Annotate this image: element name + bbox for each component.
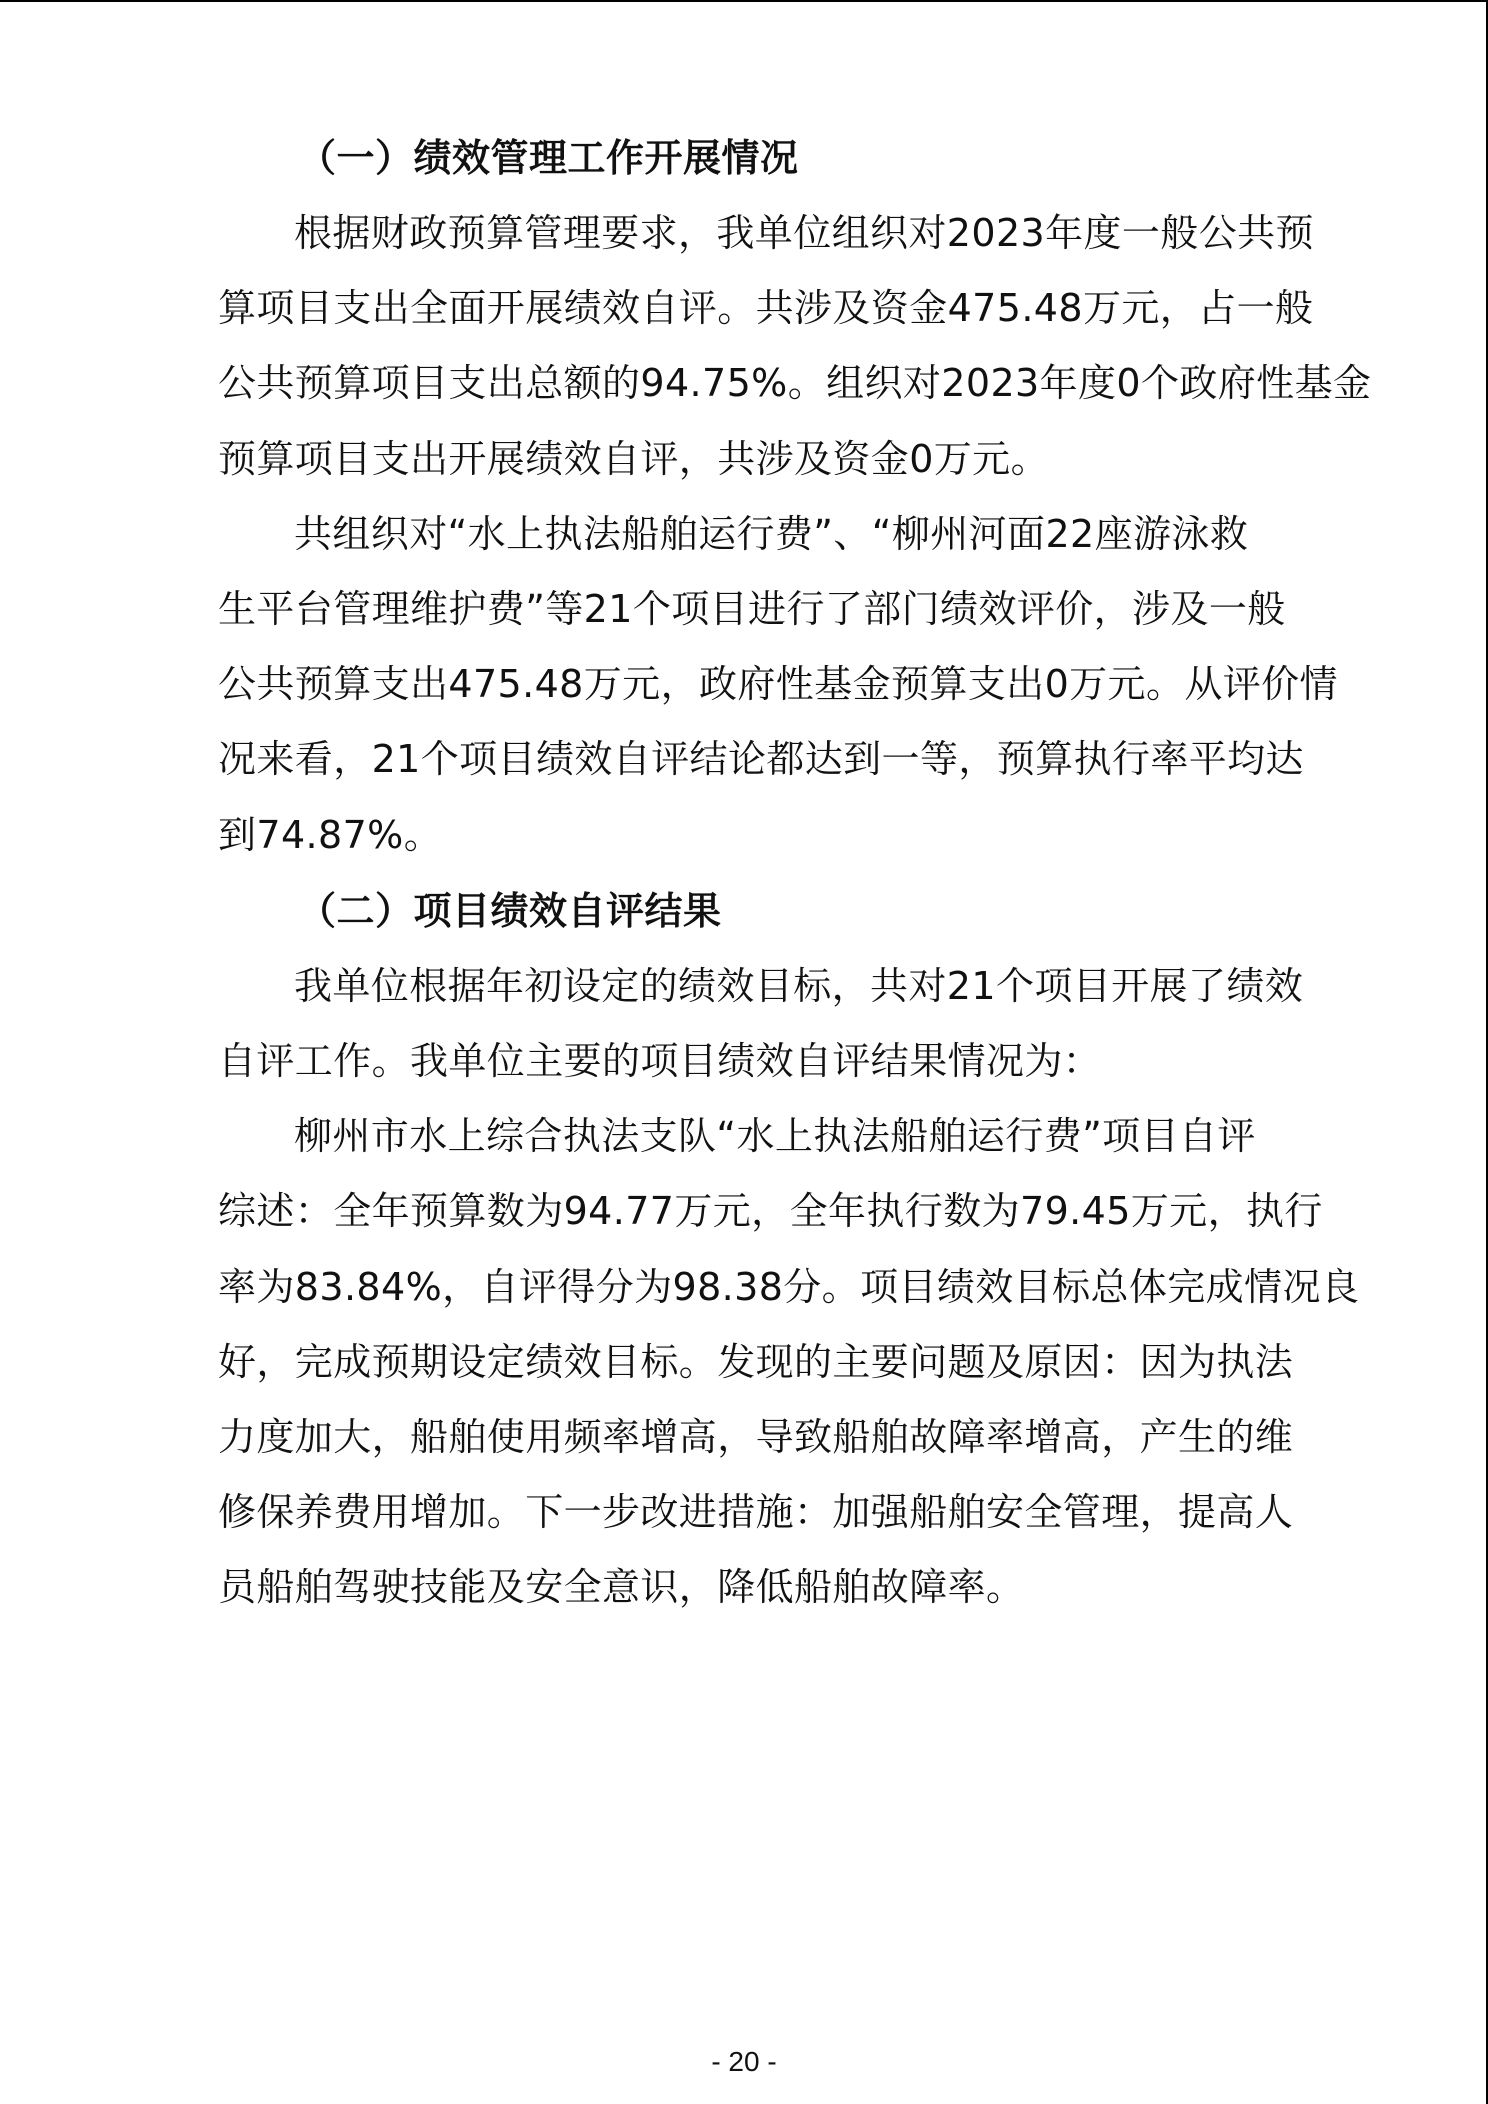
text-line: 预算项目支出开展绩效自评，共涉及资金0万元。: [218, 436, 1049, 481]
page-content: [218, 120, 1372, 1626]
section-2-paragraph-2: [218, 1099, 1360, 1625]
section-1-paragraph-1: [218, 196, 1372, 497]
text-line: 生平台管理维护费”等21个项目进行了部门绩效评价，涉及一般: [218, 587, 1286, 632]
section-1-paragraph-2: [218, 497, 1338, 873]
text-line: 修保养费用增加。下一步改进措施：加强船舶安全管理，提高人: [218, 1490, 1294, 1535]
text-line: 根据财政预算管理要求，我单位组织对2023年度一般公共预: [294, 211, 1314, 255]
section-2-paragraph-1: [218, 949, 1304, 1099]
text-line: 员船舶驾驶技能及安全意识，降低船舶故障率。: [218, 1565, 1025, 1610]
text-line: 共组织对“水上执法船舶运行费”、“柳州河面22座游泳救: [294, 511, 1249, 556]
text-line: 好，完成预期设定绩效目标。发现的主要问题及原因：因为执法: [218, 1339, 1294, 1384]
text-line: 我单位根据年初设定的绩效目标，共对21个项目开展了绩效: [294, 963, 1304, 1008]
text-line: 公共预算项目支出总额的94.75%。组织对2023年度0个政府性基金: [218, 361, 1372, 406]
text-line: 力度加大，船舶使用频率增高，导致船舶故障率增高，产生的维: [218, 1415, 1294, 1460]
text-line: 自评工作。我单位主要的项目绩效自评结果情况为：: [218, 1039, 1102, 1084]
section-2-heading: （二）项目绩效自评结果: [298, 888, 722, 933]
text-line: 到74.87%。: [218, 812, 443, 857]
text-line: 算项目支出全面开展绩效自评。共涉及资金475.48万元，占一般: [218, 286, 1314, 331]
text-line: 柳州市水上综合执法支队“水上执法船舶运行费”项目自评: [294, 1114, 1256, 1159]
text-line: 况来看，21个项目绩效自评结论都达到一等，预算执行率平均达: [218, 737, 1304, 782]
page-number: - 20 -: [711, 2046, 777, 2077]
section-1-heading: （一）绩效管理工作开展情况: [298, 136, 799, 180]
text-line: 率为83.84%，自评得分为98.38分。项目绩效目标总体完成情况良: [218, 1264, 1360, 1309]
text-line: 公共预算支出475.48万元，政府性基金预算支出0万元。从评价情: [218, 662, 1338, 707]
text-line: 综述：全年预算数为94.77万元，全年执行数为79.45万元，执行: [218, 1189, 1323, 1234]
